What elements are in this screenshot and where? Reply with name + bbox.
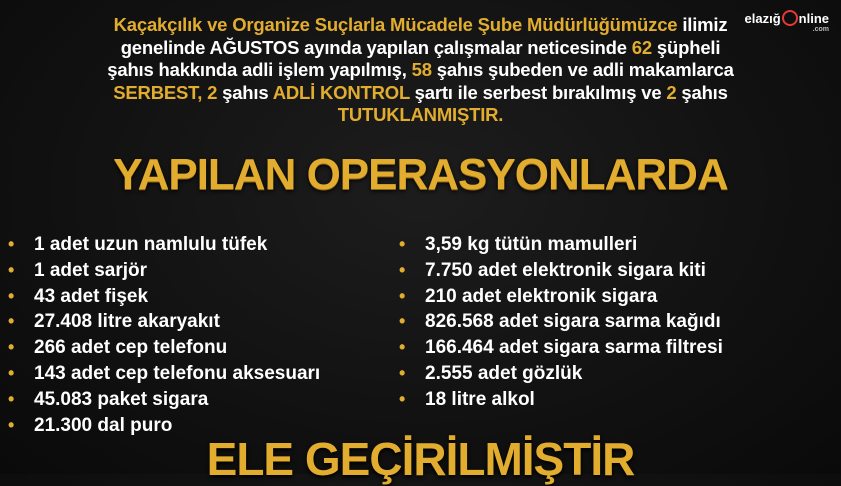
list-item: • 3,59 kg tütün mamulleri	[395, 232, 723, 258]
list-item: • 1 adet uzun namlulu tüfek	[4, 232, 320, 258]
bullet-icon: •	[8, 234, 15, 254]
bullet-icon: •	[8, 259, 15, 280]
footer-heading: ELE GEÇİRİLMİŞTİR	[206, 433, 635, 485]
logo-brand-text-2: nline	[798, 11, 829, 26]
bullet-icon: •	[399, 388, 406, 409]
list-item: • 7.750 adet elektronik sigara kiti	[395, 258, 723, 284]
bullet-icon: •	[399, 337, 406, 358]
list-item: • 266 adet cep telefonu	[4, 335, 320, 361]
bullet-icon: •	[8, 362, 15, 383]
seized-items-right	[395, 232, 723, 413]
list-item: • 18 litre alkol	[395, 387, 723, 413]
list-item: • 27.408 litre akaryakıt	[4, 309, 320, 335]
list-item: • 143 adet cep telefonu aksesuarı	[4, 361, 320, 387]
logo-brand-text: elazığ	[744, 11, 781, 26]
seized-items-left	[4, 232, 320, 438]
bullet-icon: •	[399, 259, 406, 280]
intro-line-2: genelinde AĞUSTOS ayında yapılan çalışmalar neticesinde 62 şüpheli	[120, 36, 721, 58]
intro-paragraph	[20, 14, 821, 127]
bullet-icon: •	[8, 285, 15, 306]
bullet-icon: •	[399, 285, 406, 306]
list-item: • 1 adet sarjör	[4, 258, 320, 284]
intro-line-3: şahıs hakkında adli işlem yapılmış, 58 şahıs şubeden ve adli makamlarca	[107, 59, 734, 80]
list-item: • 210 adet elektronik sigara	[395, 284, 723, 310]
list-item: • 45.083 paket sigara	[4, 387, 320, 413]
list-item: • 21.300 dal puro	[4, 413, 320, 439]
section-heading: YAPILAN OPERASYONLARDA	[113, 150, 728, 199]
bullet-icon: •	[8, 337, 15, 358]
list-item: • 826.568 adet sigara sarma kağıdı	[395, 309, 723, 335]
bullet-icon: •	[8, 311, 15, 332]
list-item: • 2.555 adet gözlük	[395, 361, 723, 387]
bullet-icon: •	[8, 414, 15, 435]
list-item: • 166.464 adet sigara sarma filtresi	[395, 335, 723, 361]
logo-domain: .com	[812, 26, 829, 33]
intro-line-5: TUTUKLANMIŞTIR.	[337, 104, 504, 125]
bullet-icon: •	[399, 234, 406, 254]
list-item: • 43 adet fişek	[4, 284, 320, 310]
intro-line-1: Kaçakçılık ve Organize Suçlarla Mücadele Şube Müdürlüğümüzce ilimiz	[113, 14, 728, 35]
bullet-icon: •	[8, 388, 15, 409]
bullet-icon: •	[399, 362, 406, 383]
intro-line-4: SERBEST, 2 şahıs ADLİ KONTROL şartı ile serbest bırakılmış ve 2 şahıs	[113, 81, 728, 103]
bullet-icon: •	[399, 311, 406, 332]
